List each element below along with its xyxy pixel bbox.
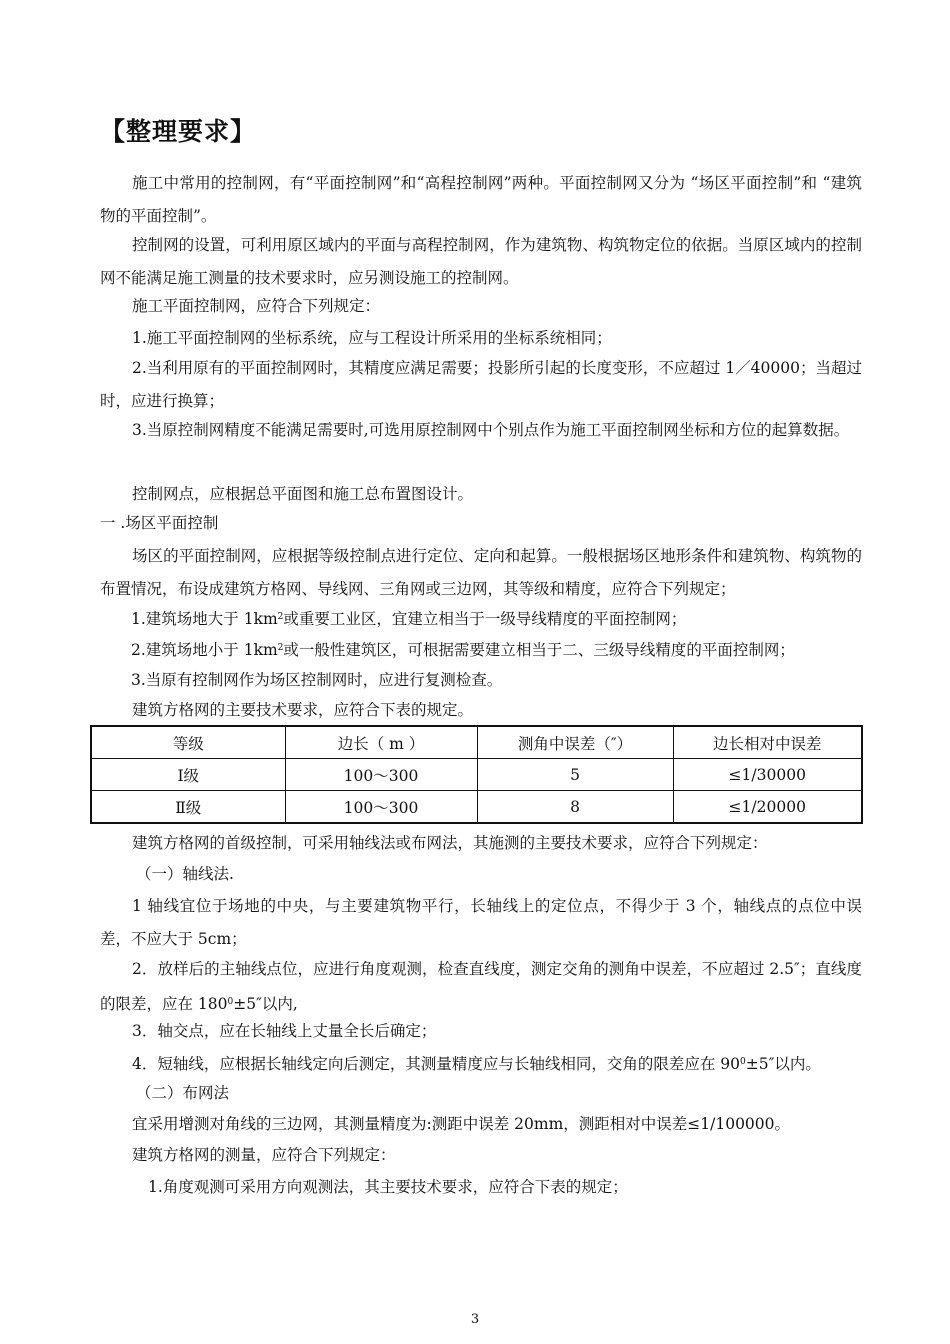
list-item: 3.当原控制网精度不能满足需要时,可选用原控制网中个别点作为施工平面控制网坐标和方位的起算数据。 bbox=[132, 421, 850, 439]
table-header-cell: 测角中误差（″） bbox=[477, 726, 673, 759]
paragraph: 宜采用增测对角线的三边网，其测量精度为:测距中误差 20mm，测距相对中误差≤1/100000。 bbox=[132, 1115, 791, 1133]
subsection-heading: （二）布网法 bbox=[136, 1084, 230, 1102]
subsection-heading: （一）轴线法. bbox=[136, 865, 234, 883]
grid-requirements-table bbox=[90, 725, 863, 824]
table-header-row bbox=[91, 726, 862, 759]
list-item: 2．放样后的主轴线点位，应进行角度观测，检查直线度，测定交角的测角中误差，不应超过 2.5″；直线度的限差，应在 $180^0\pm 5''$以内, bbox=[100, 960, 862, 1013]
table-header-cell: 等级 bbox=[91, 726, 285, 759]
list-item: 2.当利用原有的平面控制网时，其精度应满足需要；投影所引起的长度变形，不应超过 1／40000；当超过时，应进行换算； bbox=[100, 359, 862, 410]
paragraph: 施工平面控制网，应符合下列规定： bbox=[132, 297, 381, 315]
list-item: 3.当原有控制网作为场区控制网时，应进行复测检查。 bbox=[131, 671, 503, 689]
table-cell: 100～300 bbox=[285, 759, 477, 791]
subsection-heading: 一 .场区平面控制 bbox=[100, 514, 219, 532]
table-header-cell: 边长（ m ） bbox=[285, 726, 477, 759]
table-row bbox=[91, 791, 862, 824]
table-cell: ≤1/20000 bbox=[673, 791, 862, 824]
list-item: 4．短轴线，应根据长轴线定向后测定，其测量精度应与长轴线相同，交角的限差应在 $90^0\pm 5''$以内。 bbox=[132, 1055, 821, 1073]
paragraph: 场区的平面控制网，应根据等级控制点进行定位、定向和起算。一般根据场区地形条件和建筑物、构筑物的布置情况，布设成建筑方格网、导线网、三角网或三边网，其等级和精度，应符合下列规定； bbox=[100, 547, 862, 598]
table-cell: Ⅰ级 bbox=[91, 759, 285, 791]
table-cell: ≤1/30000 bbox=[673, 759, 862, 791]
table-cell: 100～300 bbox=[285, 791, 477, 824]
table-header-cell: 边长相对中误差 bbox=[673, 726, 862, 759]
table-row bbox=[91, 759, 862, 791]
table-cell: 5 bbox=[477, 759, 673, 791]
list-item: 1.建筑场地大于 $1km^2$或重要工业区，宜建立相当于一级导线精度的平面控制网； bbox=[131, 610, 687, 628]
paragraph: 建筑方格网的主要技术要求，应符合下表的规定。 bbox=[132, 701, 474, 719]
paragraph: 建筑方格网的首级控制，可采用轴线法或布网法，其施测的主要技术要求，应符合下列规定： bbox=[132, 834, 768, 852]
table-cell: Ⅱ级 bbox=[91, 791, 285, 824]
list-item: 1.施工平面控制网的坐标系统，应与工程设计所采用的坐标系统相同； bbox=[132, 329, 612, 347]
section-heading: 【整理要求】 bbox=[100, 117, 257, 146]
page-number: 3 bbox=[470, 1312, 480, 1327]
paragraph: 建筑方格网的测量，应符合下列规定： bbox=[132, 1146, 396, 1164]
list-item: 1.角度观测可采用方向观测法，其主要技术要求，应符合下表的规定； bbox=[148, 1178, 628, 1196]
list-item: 1 轴线宜位于场地的中央，与主要建筑物平行，长轴线上的定位点，不得少于 3 个，轴线点的点位中误差，不应大于 5cm； bbox=[100, 897, 862, 948]
paragraph: 施工中常用的控制网，有“平面控制网”和“高程控制网”两种。平面控制网又分为 “场区平面控制”和 “建筑物的平面控制”。 bbox=[100, 174, 862, 225]
list-item: 2.建筑场地小于 $1km^2$或一般性建筑区，可根据需要建立相当于二、三级导线精度的平面控制网； bbox=[131, 641, 795, 659]
paragraph: 控制网点，应根据总平面图和施工总布置图设计。 bbox=[132, 485, 474, 503]
table-cell: 8 bbox=[477, 791, 673, 824]
paragraph: 控制网的设置，可利用原区域内的平面与高程控制网，作为建筑物、构筑物定位的依据。当原区域内的控制网不能满足施工测量的技术要求时，应另测设施工的控制网。 bbox=[100, 236, 862, 287]
list-item: 3．轴交点，应在长轴线上丈量全长后确定； bbox=[132, 1022, 437, 1040]
